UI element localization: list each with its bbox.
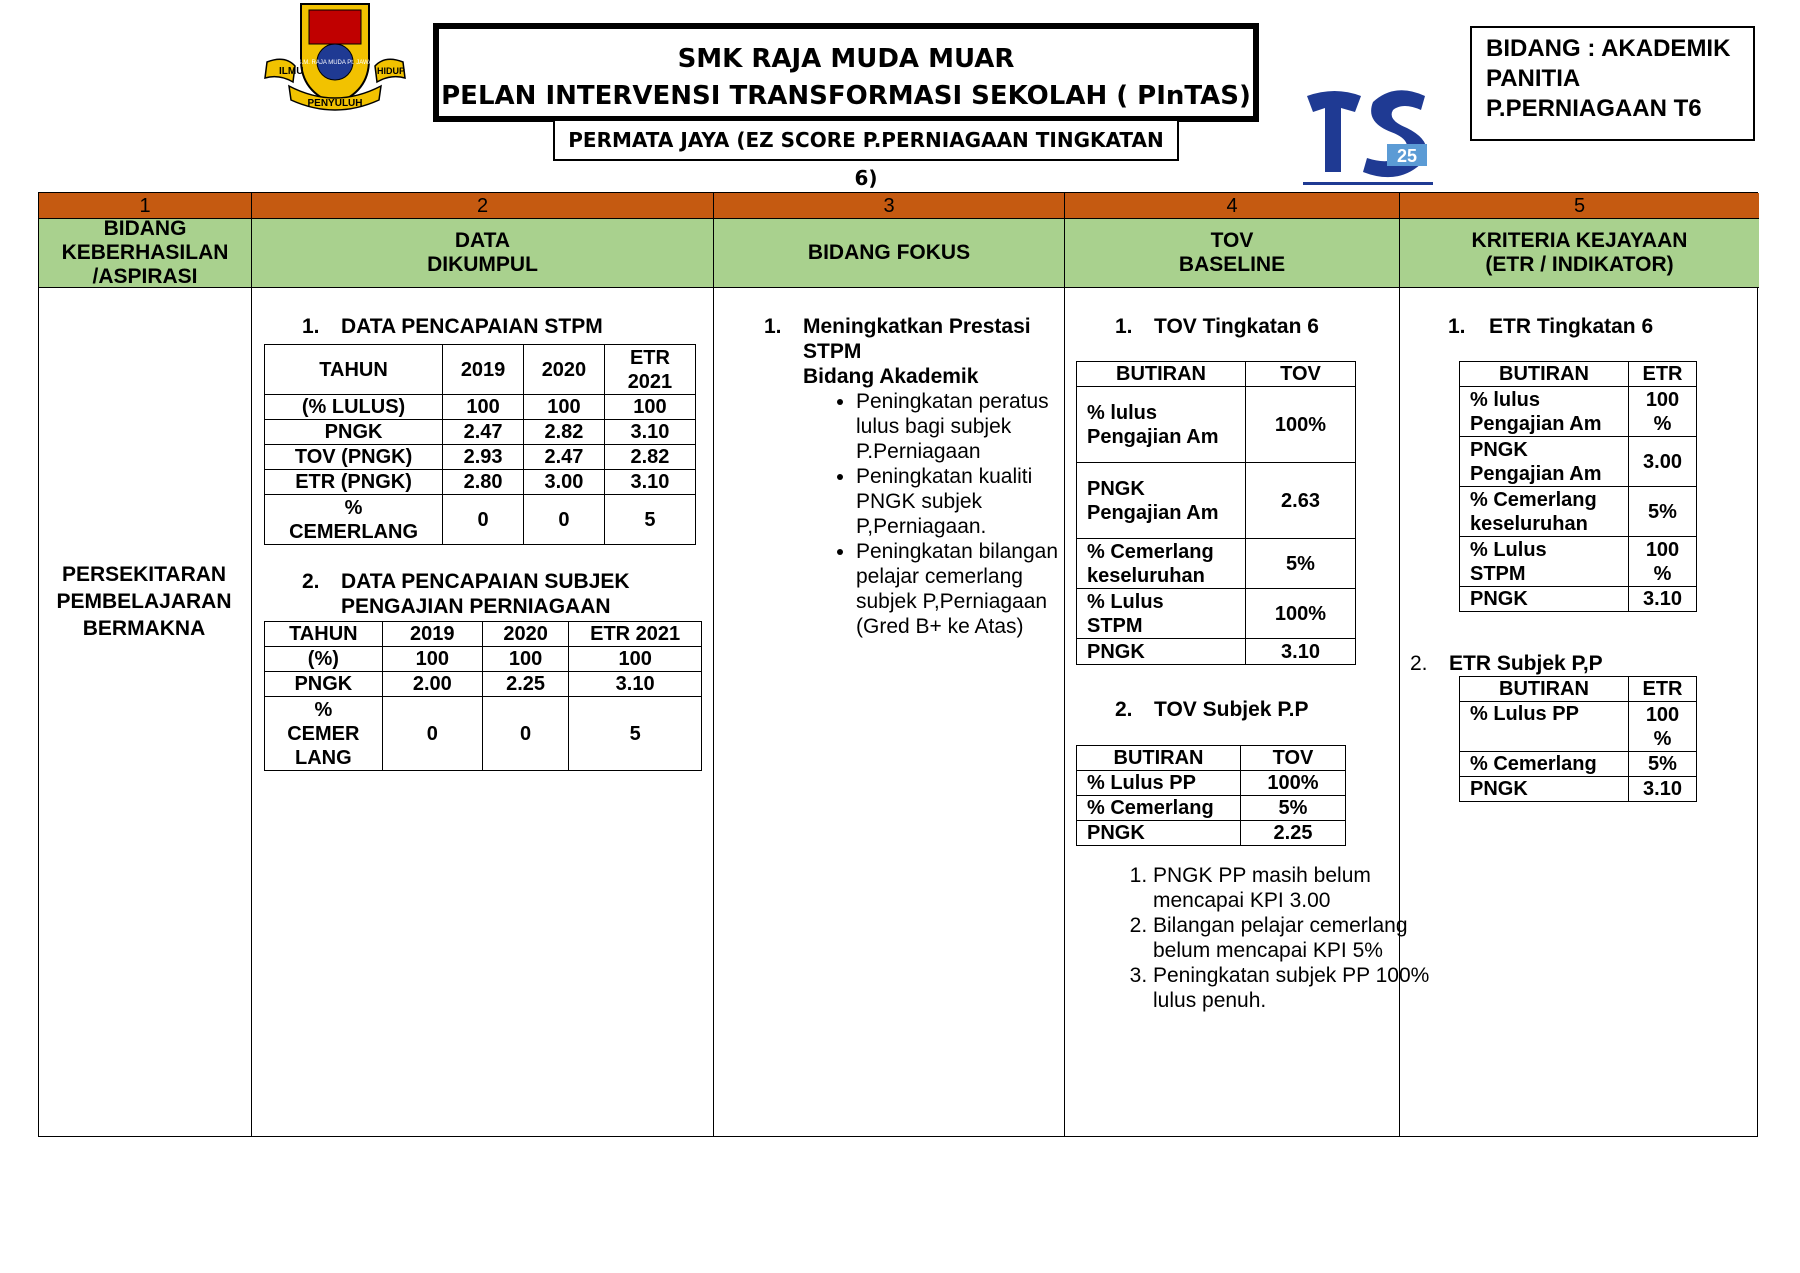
cell: 100 xyxy=(569,647,702,672)
row-label: % Cemerlang xyxy=(1077,796,1241,821)
tov-tingkatan6-table xyxy=(1076,361,1356,665)
header-cell: BUTIRAN xyxy=(1077,746,1241,771)
row-label: % Cemerlang keseluruhan xyxy=(1077,539,1246,589)
header-cell: ETR 2021 xyxy=(604,345,695,395)
table-row xyxy=(265,495,696,545)
aspirasi-text: PERSEKITARAN PEMBELAJARAN BERMAKNA xyxy=(56,563,232,640)
column-number: 4 xyxy=(1065,193,1399,219)
cell: 3.10 xyxy=(604,470,695,495)
table-row xyxy=(1077,463,1356,539)
column-aspirasi xyxy=(39,193,252,1136)
focus-subtitle: Bidang Akademik xyxy=(803,365,979,388)
row-label: % Lulus STPM xyxy=(1077,589,1246,639)
cell: 3.10 xyxy=(569,672,702,697)
section-title: ETR Subjek P,P xyxy=(1449,652,1603,675)
cell: 3.10 xyxy=(604,420,695,445)
section-number: 2. xyxy=(1410,652,1428,675)
bidang-panitia-box xyxy=(1470,26,1755,141)
column-header xyxy=(252,219,713,288)
header-cell: TOV xyxy=(1246,362,1356,387)
table-row xyxy=(265,647,702,672)
cell: 0 xyxy=(382,697,482,771)
document-title-box xyxy=(433,23,1259,122)
tov-notes-list xyxy=(1115,863,1433,1013)
cell: 100 % xyxy=(1629,537,1697,587)
table-row xyxy=(265,420,696,445)
column-header-label: KRITERIA KEJAYAAN (ETR / INDIKATOR) xyxy=(1471,229,1688,276)
document-subtitle: PERMATA JAYA (EZ SCORE P.PERNIAGAAN TINGKATAN 6) xyxy=(553,119,1179,161)
table-row xyxy=(1460,777,1697,802)
focus-number: 1. xyxy=(764,315,782,338)
tov-note: 3. Peningkatan subjek PP 100% lulus penuh. xyxy=(1153,963,1433,1013)
cell: 0 xyxy=(482,697,568,771)
table-row xyxy=(1460,702,1697,752)
header-cell: BUTIRAN xyxy=(1077,362,1246,387)
column-header xyxy=(1065,219,1399,288)
column-header xyxy=(714,219,1064,288)
cell: 2.47 xyxy=(443,420,524,445)
table-row xyxy=(1077,639,1356,665)
cell: 100% xyxy=(1246,387,1356,463)
column-bidang-fokus xyxy=(714,193,1065,1136)
cell: 2.00 xyxy=(382,672,482,697)
row-label: PNGK Pengajian Am xyxy=(1460,437,1629,487)
tov-subjek-pp-table xyxy=(1076,745,1346,846)
panitia-name: P.PERNIAGAAN T6 xyxy=(1486,95,1702,122)
logo-left-text: ILMU xyxy=(279,66,304,77)
row-label: % lulus Pengajian Am xyxy=(1460,387,1629,437)
focus-bullet: • Peningkatan peratus lulus bagi subjek P.Perniagaan xyxy=(856,389,1061,464)
section-number: 2. xyxy=(1115,698,1133,721)
table-row xyxy=(1077,589,1356,639)
header-cell: ETR 2021 xyxy=(569,622,702,647)
row-label: PNGK Pengajian Am xyxy=(1077,463,1246,539)
tov-note: 1. PNGK PP masih belum mencapai KPI 3.00 xyxy=(1153,863,1433,913)
table-row xyxy=(1077,796,1346,821)
focus-bullet: • Peningkatan bilangan pelajar cemerlang subjek P,Perniagaan (Gred B+ ke Atas) xyxy=(856,539,1061,639)
cell: 100 % xyxy=(1629,702,1697,752)
section-title: ETR Tingkatan 6 xyxy=(1489,315,1654,338)
table-row xyxy=(1077,771,1346,796)
row-label: PNGK xyxy=(1077,821,1241,846)
row-label: TOV (PNGK) xyxy=(265,445,443,470)
row-label: PNGK xyxy=(1460,587,1629,612)
table-header-row xyxy=(1460,362,1697,387)
logo-banner-text: PENYULUH xyxy=(307,98,363,109)
cell: 100 xyxy=(443,395,524,420)
cell: 2.80 xyxy=(443,470,524,495)
cell: 2.82 xyxy=(524,420,605,445)
section-title: TOV Tingkatan 6 xyxy=(1154,315,1319,338)
table-header-row xyxy=(1077,362,1356,387)
column-header-label: TOV BASELINE xyxy=(1178,229,1286,276)
school-name: SMK RAJA MUDA MUAR xyxy=(677,44,1015,74)
row-label: PNGK xyxy=(265,672,383,697)
cell: 0 xyxy=(443,495,524,545)
table-row xyxy=(1077,387,1356,463)
pengajian-perniagaan-table xyxy=(264,621,702,771)
row-label: % Cemerlang xyxy=(1460,752,1629,777)
section-number: 1. xyxy=(1115,315,1133,338)
table-header-row xyxy=(265,622,702,647)
header-cell: BUTIRAN xyxy=(1460,677,1629,702)
focus-title: Meningkatkan Prestasi STPM xyxy=(803,315,1031,363)
column-data-dikumpul xyxy=(252,193,714,1136)
intervention-plan-table xyxy=(38,192,1758,1137)
header-cell: 2020 xyxy=(524,345,605,395)
logo-right-text: HIDUP xyxy=(377,66,406,76)
cell: 2.63 xyxy=(1246,463,1356,539)
row-label: % Lulus STPM xyxy=(1460,537,1629,587)
header-cell: 2020 xyxy=(482,622,568,647)
header-cell: TOV xyxy=(1241,746,1346,771)
row-label: PNGK xyxy=(1460,777,1629,802)
cell: 5 xyxy=(604,495,695,545)
table-header-row xyxy=(1460,677,1697,702)
column-header-label: DATA DIKUMPUL xyxy=(427,229,538,276)
cell: 3.10 xyxy=(1246,639,1356,665)
focus-bullet: • Peningkatan kualiti PNGK subjek P,Perniagaan. xyxy=(856,464,1061,539)
table-row xyxy=(1460,437,1697,487)
cell: 100% xyxy=(1241,771,1346,796)
row-label: (% LULUS) xyxy=(265,395,443,420)
row-label: PNGK xyxy=(265,420,443,445)
logo-center-text: S.M. RAJA MUDA Pt. JAWA xyxy=(297,60,373,66)
row-label: (%) xyxy=(265,647,383,672)
row-label: PNGK xyxy=(1077,639,1246,665)
cell: 2.25 xyxy=(1241,821,1346,846)
section-title: DATA PENCAPAIAN SUBJEK PENGAJIAN PERNIAGAAN xyxy=(341,570,630,618)
column-header xyxy=(1400,219,1759,288)
column-number: 5 xyxy=(1400,193,1759,219)
header-cell: TAHUN xyxy=(265,622,383,647)
cell: 100 xyxy=(524,395,605,420)
table-row xyxy=(1077,821,1346,846)
bidang-label: BIDANG : AKADEMIK xyxy=(1486,35,1731,62)
cell: 5% xyxy=(1246,539,1356,589)
cell: 3.10 xyxy=(1629,587,1697,612)
header-cell: 2019 xyxy=(443,345,524,395)
table-row xyxy=(1460,387,1697,437)
cell: 5% xyxy=(1241,796,1346,821)
section-number: 1. xyxy=(1448,315,1466,338)
cell: 100 xyxy=(482,647,568,672)
plan-title: PELAN INTERVENSI TRANSFORMASI SEKOLAH ( PInTAS) xyxy=(441,81,1251,111)
focus-bullet-list xyxy=(856,389,1061,639)
cell: 2.47 xyxy=(524,445,605,470)
row-label: ETR (PNGK) xyxy=(265,470,443,495)
column-tov-baseline xyxy=(1065,193,1430,1136)
cell: 100% xyxy=(1246,589,1356,639)
cell: 2.82 xyxy=(604,445,695,470)
tov-note: 2. Bilangan pelajar cemerlang belum mencapai KPI 5% xyxy=(1153,913,1433,963)
header-cell: ETR xyxy=(1629,362,1697,387)
cell: 3.00 xyxy=(524,470,605,495)
header-cell: 2019 xyxy=(382,622,482,647)
column-number: 3 xyxy=(714,193,1064,219)
cell: 5% xyxy=(1629,487,1697,537)
row-label: % Lulus PP xyxy=(1077,771,1241,796)
section-title: DATA PENCAPAIAN STPM xyxy=(341,315,603,338)
cell: 100 xyxy=(382,647,482,672)
row-label: % Lulus PP xyxy=(1460,702,1629,752)
cell: 5 xyxy=(569,697,702,771)
stpm-results-table xyxy=(264,344,696,545)
row-label: % Cemerlang keseluruhan xyxy=(1460,487,1629,537)
row-label: % CEMERLANG xyxy=(265,495,443,545)
table-row xyxy=(265,470,696,495)
school-crest-logo xyxy=(255,0,415,112)
cell: 3.00 xyxy=(1629,437,1697,487)
cell: 5% xyxy=(1629,752,1697,777)
table-row xyxy=(1460,752,1697,777)
row-label: % CEMER LANG xyxy=(265,697,383,771)
section-number: 2. xyxy=(302,570,320,593)
ts-logo-number: 25 xyxy=(1396,146,1418,166)
column-number: 1 xyxy=(39,193,251,219)
cell: 100 xyxy=(604,395,695,420)
section-number: 1. xyxy=(302,315,320,338)
cell: 2.25 xyxy=(482,672,568,697)
table-row xyxy=(1077,539,1356,589)
table-row xyxy=(1460,487,1697,537)
cell: 100 % xyxy=(1629,387,1697,437)
table-row xyxy=(265,672,702,697)
panitia-label: PANITIA xyxy=(1486,65,1581,92)
section-title: TOV Subjek P.P xyxy=(1154,698,1309,721)
cell: 2.93 xyxy=(443,445,524,470)
column-header xyxy=(39,219,251,288)
row-label: % lulus Pengajian Am xyxy=(1077,387,1246,463)
etr-subjek-pp-table xyxy=(1459,676,1697,802)
table-header-row xyxy=(265,345,696,395)
table-row xyxy=(265,445,696,470)
table-row xyxy=(1460,537,1697,587)
column-header-label: BIDANG KEBERHASILAN /ASPIRASI xyxy=(61,217,229,288)
cell: 3.10 xyxy=(1629,777,1697,802)
table-row xyxy=(265,395,696,420)
table-row xyxy=(265,697,702,771)
column-kriteria-kejayaan xyxy=(1400,193,1759,1136)
column-number: 2 xyxy=(252,193,713,219)
table-row xyxy=(1460,587,1697,612)
etr-tingkatan6-table xyxy=(1459,361,1697,612)
column-header-label: BIDANG FOKUS xyxy=(807,241,971,264)
header-cell: BUTIRAN xyxy=(1460,362,1629,387)
cell: 0 xyxy=(524,495,605,545)
header-cell: ETR xyxy=(1629,677,1697,702)
ts25-logo xyxy=(1295,82,1441,192)
table-header-row xyxy=(1077,746,1346,771)
header-cell: TAHUN xyxy=(265,345,443,395)
